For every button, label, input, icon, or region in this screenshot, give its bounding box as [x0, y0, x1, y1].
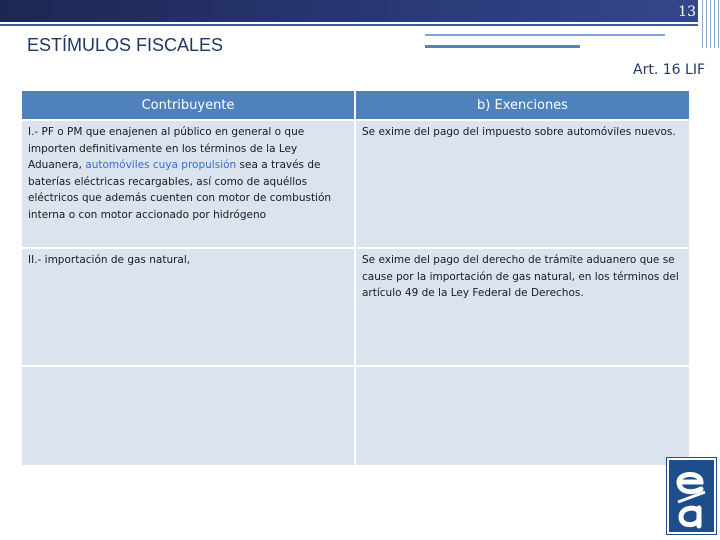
header-contribuyente: Contribuyente: [21, 90, 355, 120]
decorative-line: [425, 34, 665, 36]
decorative-line: [425, 45, 580, 48]
table-cell: II.- importación de gas natural,: [21, 248, 355, 366]
table-cell: [355, 366, 690, 466]
incentives-table: [20, 89, 691, 467]
decorative-vertical-lines: [700, 0, 720, 48]
cell-text: I.- PF o PM que enajenen al público en general o que importen definitivamente en los términos de la Ley Aduanera,: [28, 126, 305, 171]
table-header-row: [21, 90, 690, 120]
ea-logo-icon: [667, 458, 716, 534]
table-cell: [21, 120, 355, 248]
top-banner: [0, 0, 698, 22]
cell-text: sea a través de baterías eléctricas recargables, así como de aquéllos eléctricos que además cuenten con motor de combustión interna o con motor accionado por hidrógeno: [28, 159, 332, 221]
table-row: [21, 120, 690, 248]
table-row: [21, 248, 690, 366]
table-cell: [21, 366, 355, 466]
decorative-line: [0, 24, 698, 26]
page-title: ESTÍMULOS FISCALES: [27, 35, 224, 55]
table-row: [21, 366, 690, 466]
table-cell: Se exime del pago del impuesto sobre automóviles nuevos.: [355, 120, 690, 248]
page-number: 13: [678, 4, 696, 20]
highlighted-text: automóviles cuya propulsión: [85, 159, 237, 171]
table-cell: Se exime del pago del derecho de trámite aduanero que se cause por la importación de gas natural, en los términos del artículo 49 de la Ley Federal de Derechos.: [355, 248, 690, 366]
header-exenciones: b) Exenciones: [355, 90, 690, 120]
article-reference: Art. 16 LIF: [633, 62, 705, 78]
